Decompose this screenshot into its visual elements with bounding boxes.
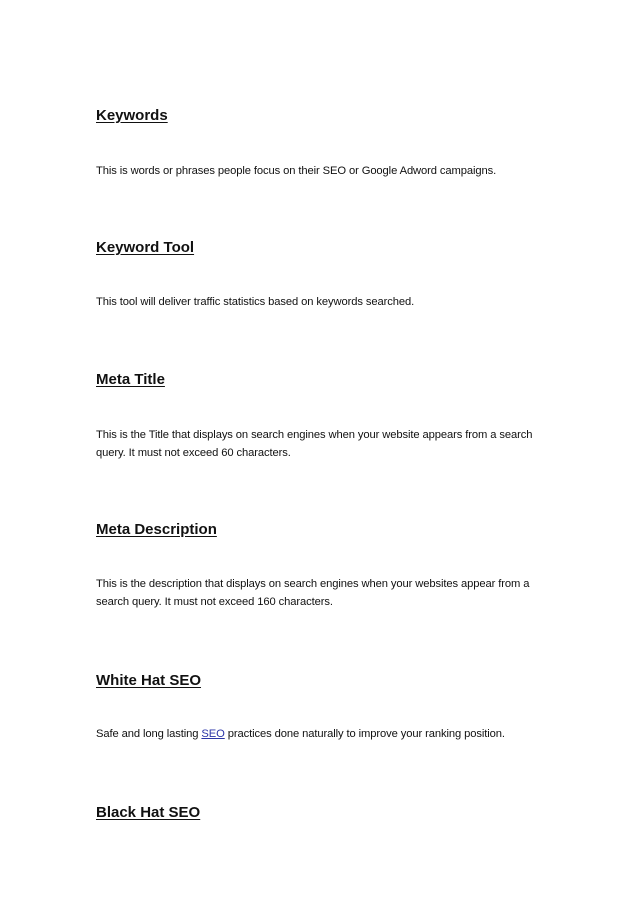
paragraph-meta-description: This is the description that displays on search engines when your websites appear from a search query. It must not exceed 160 characters. (96, 578, 530, 608)
heading-white-hat-seo: White Hat SEO (96, 672, 202, 689)
paragraph-keywords: This is words or phrases people focus on their SEO or Google Adword campaigns. (96, 165, 497, 177)
heading-keywords: Keywords (96, 107, 168, 124)
paragraph-text-before-link: Safe and long lasting (96, 728, 202, 740)
heading-black-hat-seo: Black Hat SEO (96, 804, 201, 821)
paragraph-meta-title: This is the Title that displays on search engines when your website appears from a search query. It must not exceed 60 characters. (96, 429, 533, 459)
paragraph-white-hat-seo (96, 725, 566, 743)
heading-keyword-tool: Keyword Tool (96, 239, 195, 256)
heading-meta-description: Meta Description (96, 521, 217, 538)
heading-meta-title: Meta Title (96, 371, 165, 388)
seo-link[interactable]: SEO (201, 728, 225, 740)
paragraph-text-after-link: practices done naturally to improve your ranking position. (224, 728, 505, 740)
paragraph-keyword-tool: This tool will deliver traffic statistics based on keywords searched. (96, 296, 415, 308)
